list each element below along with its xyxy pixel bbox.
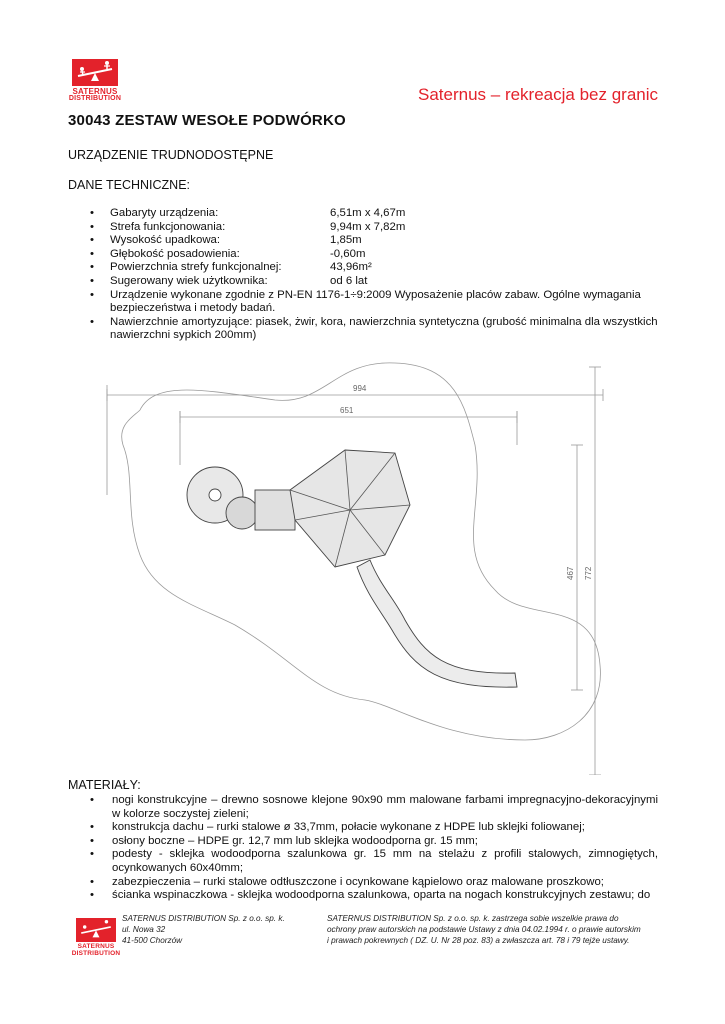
material-item: • zabezpieczenia – rurki stalowe odtłuszczone i ocynkowane kąpielowo oraz malowane proszkowo; (68, 876, 658, 890)
company-logo (72, 59, 118, 86)
seesaw-logo-icon (76, 918, 116, 942)
tech-note: • Nawierzchnie amortyzujące: piasek, żwir, kora, nawierzchnia syntetyczna (grubość minimalna dla wszystkich nawierzchni sypkich 200mm) (68, 316, 668, 343)
dim-device-width: 651 (340, 406, 354, 415)
tech-item: • Strefa funkcjonowania: 9,94m x 7,82m (68, 221, 668, 235)
materials-heading: MATERIAŁY: (68, 778, 141, 792)
footer-address: SATERNUS DISTRIBUTION Sp. z o.o. sp. k. ul. Nowa 32 41-500 Chorzów (122, 914, 285, 945)
dim-device-depth: 467 (566, 566, 575, 580)
tech-item: • Głębokość posadowienia: -0,60m (68, 248, 668, 262)
material-item: • podesty - sklejka wodoodporna szalunkowa gr. 15 mm na stelażu z profili stalowych, zimnogiętych, ocynkowanych 60x40mm; (68, 848, 658, 875)
seesaw-logo-icon (72, 59, 118, 86)
footer-copyright: SATERNUS DISTRIBUTION Sp. z o.o. sp. k. zastrzega sobie wszelkie prawa do ochrony praw autorskich na podstawie Ustawy z dnia 04.02.1994 r. o prawie autorskim i prawach pokrewnych ( DZ. U. Nr 28 poz. 83) a zwłaszcza art. 78 i 79 tejże ustawy. (327, 914, 641, 945)
tech-item: • Wysokość upadkowa: 1,85m (68, 234, 668, 248)
slogan: Saternus – rekreacja bez granic (418, 85, 659, 104)
tech-item: • Sugerowany wiek użytkownika: od 6 lat (68, 275, 668, 289)
footer-logo (76, 918, 116, 942)
material-item: • konstrukcja dachu – rurki stalowe ø 33,7mm, połacie wykonane z HDPE lub sklejki foliowanej; (68, 821, 658, 835)
wave-slide (357, 560, 517, 687)
footer-logo-text: SATERNUS DISTRIBUTION (71, 943, 121, 957)
logo-text: SATERNUS DISTRIBUTION (68, 87, 122, 102)
tech-item: • Gabaryty urządzenia: 6,51m x 4,67m (68, 207, 668, 221)
dim-total-depth: 772 (584, 566, 593, 580)
material-item: • ścianka wspinaczkowa - sklejka wodoodporna szalunkowa, oparta na nogach konstrukcyjnych zestawu; do (68, 889, 658, 903)
tech-note: • Urządzenie wykonane zgodnie z PN-EN 1176-1÷9:2009 Wyposażenie placów zabaw. Ogólne wymagania bezpieczeństwa i metody badań. (68, 289, 668, 316)
product-category: URZĄDZENIE TRUDNODOSTĘPNE (68, 148, 274, 162)
dim-total-width: 994 (353, 384, 367, 393)
material-item: • osłony boczne – HDPE gr. 12,7 mm lub sklejka wodoodporna gr. 15 mm; (68, 835, 658, 849)
tech-data-list (68, 207, 668, 343)
tech-heading: DANE TECHNICZNE: (68, 178, 191, 192)
technical-drawing (95, 355, 625, 775)
product-title: 30043 ZESTAW WESOŁE PODWÓRKO (68, 112, 346, 129)
materials-list (68, 794, 658, 903)
tech-item: • Powierzchnia strefy funkcjonalnej: 43,96m² (68, 261, 668, 275)
material-item: • nogi konstrukcyjne – drewno sosnowe klejone 90x90 mm malowane farbami impregnacyjno-dekoracyjnymi w kolorze soczystej zieleni; (68, 794, 658, 821)
